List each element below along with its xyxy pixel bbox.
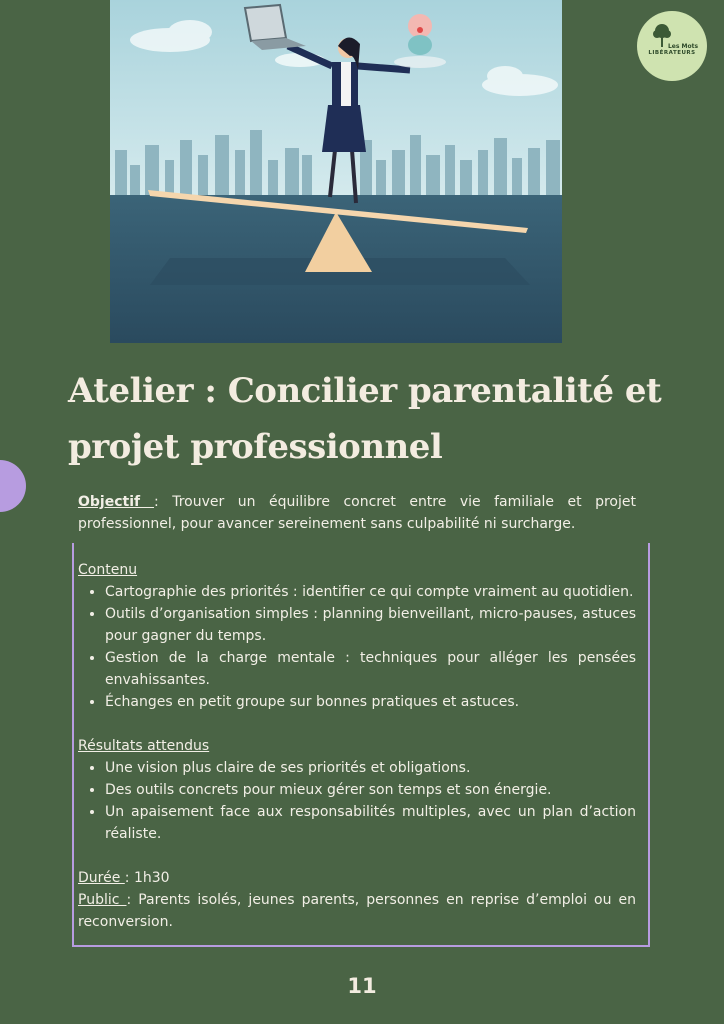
- duree-line: [78, 867, 636, 889]
- list-item: • Une vision plus claire de ses priorités et obligations.: [105, 757, 636, 779]
- duree-label: Durée: [78, 870, 125, 886]
- objective-text: : Trouver un équilibre concret entre vie familiale et projet professionnel, pour avancer sereinement sans culpabilité ni surcharge.: [78, 494, 636, 532]
- decorative-circle: [0, 460, 26, 512]
- public-label: Public: [78, 892, 127, 908]
- logo-text-top: Les Mots: [667, 42, 699, 50]
- resultats-label: Résultats attendus: [78, 738, 210, 754]
- list-item: • Un apaisement face aux responsabilités multiples, avec un plan d’action réaliste.: [105, 801, 636, 845]
- objective-paragraph: [78, 491, 636, 535]
- title-line-1: Atelier : Concilier parentalité et: [68, 371, 662, 411]
- resultats-list: [78, 757, 636, 845]
- duree-value: : 1h30: [124, 870, 170, 886]
- list-item: • Des outils concrets pour mieux gérer son temps et son énergie.: [105, 779, 636, 801]
- page-number: 11: [347, 974, 377, 998]
- contenu-list: [78, 581, 636, 713]
- logo-text-bottom: LIBÉRATEURS: [648, 49, 696, 56]
- contenu-label: Contenu: [78, 562, 138, 578]
- hero-illustration: [110, 0, 562, 343]
- tree-icon: [651, 23, 673, 49]
- list-item: • Échanges en petit groupe sur bonnes pratiques et astuces.: [105, 691, 636, 713]
- logo: [637, 11, 707, 81]
- list-item: • Cartographie des priorités : identifier ce qui compte vraiment au quotidien.: [105, 581, 636, 603]
- workshop-details: [78, 559, 636, 933]
- public-value: : Parents isolés, jeunes parents, personnes en reprise d’emploi ou en reconversion.: [78, 892, 636, 930]
- page-title: [68, 363, 688, 475]
- list-item: • Gestion de la charge mentale : techniques pour alléger les pensées envahissantes.: [105, 647, 636, 691]
- list-item: • Outils d’organisation simples : planning bienveillant, micro-pauses, astuces pour gagner du temps.: [105, 603, 636, 647]
- objective-label: Objectif: [78, 494, 155, 510]
- public-line: [78, 889, 636, 933]
- title-line-2: projet professionnel: [68, 427, 443, 467]
